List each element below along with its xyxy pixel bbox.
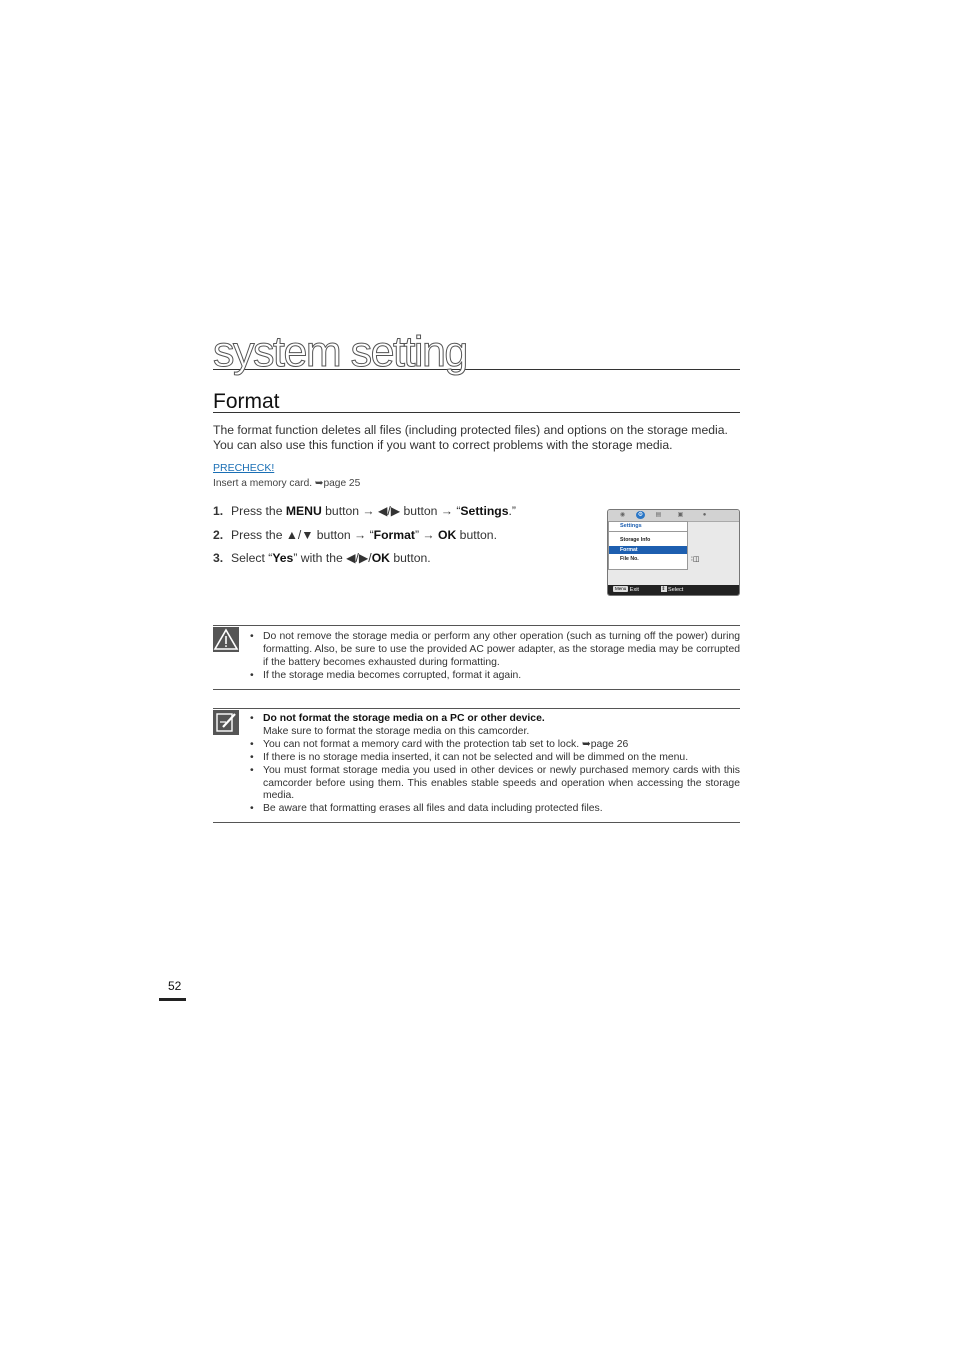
step-text: button. (389, 551, 431, 565)
step-1 (213, 504, 593, 528)
menu-key-label: Menu (615, 586, 627, 591)
connect-icon: ● (702, 512, 707, 518)
up-down-icon: ⇕ (661, 586, 666, 592)
step-keyword: Yes (272, 551, 294, 565)
step-text: Press the ▲/▼ button → “ (231, 527, 374, 542)
step-text: .” (508, 504, 516, 518)
list-item: • You must format storage media you used in other devices or newly purchased memory cards with this camcorder before using them. This enables stable speeds and operation when accessing the storage media. (250, 765, 740, 804)
step-2 (213, 528, 593, 552)
step-keyword: MENU (285, 504, 322, 518)
card-status-icon: ∶◫ (691, 556, 700, 563)
step-number: 2. (213, 527, 224, 542)
settings-menu-panel (608, 521, 688, 570)
footer-exit-label: Exit (629, 587, 639, 593)
warning-triangle-icon (213, 627, 239, 652)
note-list (250, 713, 740, 816)
step-keyword: Settings (460, 504, 509, 518)
footer-select-label: Select (668, 587, 684, 593)
step-text: Press the (231, 504, 286, 518)
menu-footer (608, 585, 739, 595)
chapter-title: system setting (213, 332, 740, 370)
step-keyword: OK (371, 551, 390, 565)
precheck-note: Insert a memory card. ➥page 25 (213, 478, 361, 489)
warning-list (250, 631, 740, 683)
intro-line-1: The format function deletes all files (including protected files) and options on the storage media. (213, 423, 728, 437)
hd-icon: ▣ (677, 512, 684, 518)
intro-line-2: You can also use this function if you want to correct problems with the storage media. (213, 437, 673, 452)
steps-list (213, 504, 593, 575)
note-bold-text: Do not format the storage media on a PC or other device. (263, 713, 545, 724)
precheck-link[interactable]: PRECHECK! (213, 462, 275, 474)
list-item: • If there is no storage media inserted, it can not be selected and will be dimmed on the menu. (250, 752, 740, 765)
warning-box (213, 625, 740, 690)
step-text: ” with the ◀/▶/ (293, 551, 372, 565)
menu-item-file-no[interactable]: File No. (620, 555, 639, 562)
list-item: • Be aware that formatting erases all files and data including protected files. (250, 803, 740, 816)
list-item: • If the storage media becomes corrupted, format it again. (250, 670, 740, 683)
page-number-bar (159, 998, 186, 1001)
pencil-note-icon (213, 710, 239, 735)
menu-item-storage-info[interactable]: Storage Info (620, 537, 651, 543)
list-item: • Do not remove the storage media or perform any other operation (such as turning off the power) during formatting. Also, be sure to use the provided AC power adapter, as the storage media may be corrupted if the battery becomes exhausted during formatting. (250, 631, 740, 670)
step-keyword: Format (373, 527, 415, 542)
note-text: Make sure to format the storage media on this camcorder. (263, 725, 530, 737)
display-icon: ▤ (655, 512, 662, 518)
camcorder-screen (607, 509, 740, 596)
gear-icon: ⚙ (637, 512, 644, 518)
menu-header: Settings (609, 522, 687, 532)
step-number: 3. (213, 551, 224, 565)
step-text: button. (456, 527, 497, 542)
step-text: Select “ (231, 551, 273, 565)
list-item: • You can not format a memory card with the protection tab set to lock. ➥page 26 (250, 739, 740, 752)
list-item (250, 713, 740, 739)
step-3 (213, 551, 593, 575)
step-text: button → ◀/▶ button → “ (321, 504, 461, 518)
page-number: 52 (168, 979, 182, 993)
camera-icon: ◉ (619, 512, 626, 518)
section-title: Format (213, 391, 740, 413)
step-number: 1. (213, 504, 224, 518)
note-box (213, 708, 740, 823)
step-text: ” → (414, 527, 439, 542)
menu-item-format[interactable]: Format (609, 546, 687, 554)
step-keyword: OK (438, 527, 457, 542)
intro-paragraph (213, 423, 740, 452)
